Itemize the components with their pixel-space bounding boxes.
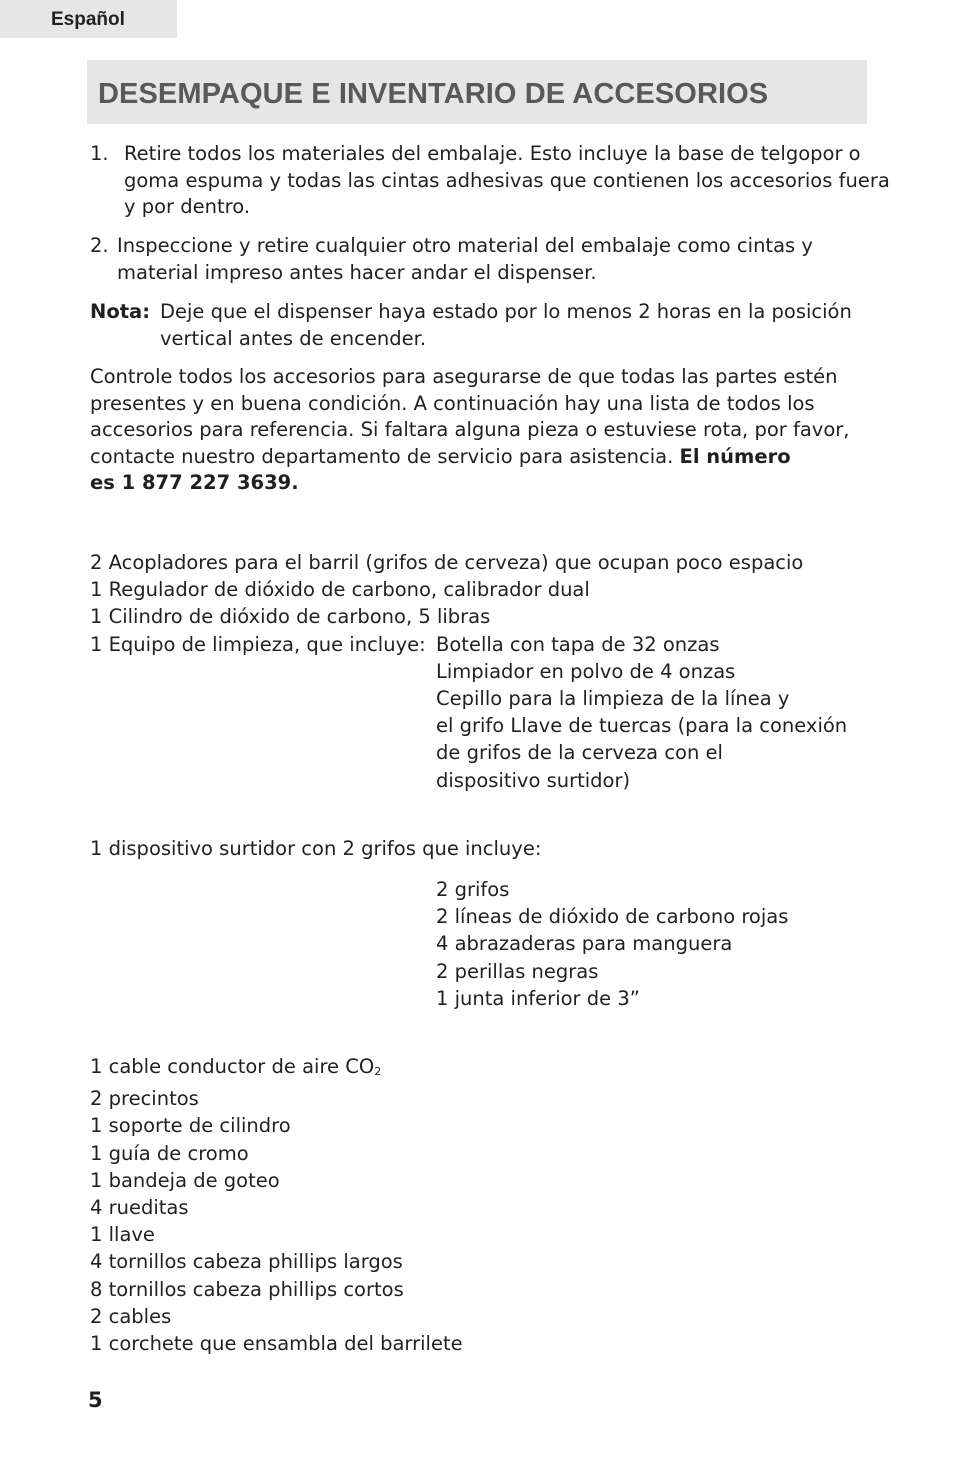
dispenser-label: 1 dispositivo surtidor con 2 grifos que incluye: [90, 837, 542, 860]
list-item: 2 precintos [90, 1087, 199, 1111]
accessory-list-3 [90, 1053, 463, 1357]
intro-line-1: Controle todos los accesorios para asegurarse de que todas las partes estén [90, 365, 838, 388]
step-1-line-1: Retire todos los materiales del embalaje. Esto incluye la base de telgopor o [124, 142, 861, 165]
step-2-line-2: material impreso antes hacer andar el dispenser. [117, 260, 597, 284]
list-item: 1 bandeja de goteo [90, 1168, 280, 1192]
note-line-2: vertical antes de encender. [160, 326, 427, 350]
list-item: 2 perillas negras [436, 959, 599, 983]
page-number: 5 [88, 1388, 103, 1412]
list-item: 4 rueditas [90, 1196, 189, 1220]
list-item: Cepillo para la limpieza de la línea y [436, 687, 790, 710]
list-item: 2 grifos [436, 878, 510, 901]
list-item: 1 junta inferior de 3” [436, 986, 640, 1010]
list-item: 2 Acopladores para el barril (grifos de cerveza) que ocupan poco espacio [90, 551, 804, 574]
dispenser-items [436, 876, 788, 1012]
step-1-number: 1. [90, 142, 109, 165]
step-2-line-1: Inspeccione y retire cualquier otro material del embalaje como cintas y [117, 234, 813, 257]
language-tab-label: Español [51, 9, 125, 30]
list-item: dispositivo surtidor) [436, 768, 631, 792]
co2-subscript: 2 [374, 1065, 382, 1078]
list-item: Botella con tapa de 32 onzas [436, 632, 720, 656]
intro-line-2: presentes y en buena condición. A continuación hay una lista de todos los [90, 391, 815, 415]
phone-number: es 1 877 227 3639. [90, 471, 299, 494]
cleaning-kit-label: 1 Equipo de limpieza, que incluye: [90, 632, 426, 656]
intro-line-4 [90, 444, 791, 471]
list-item: 4 tornillos cabeza phillips largos [90, 1250, 403, 1274]
intro-line-4-text: contacte nuestro departamento de servicio para asistencia. [90, 444, 674, 468]
cleaning-kit-items [436, 631, 847, 794]
list-item: 2 líneas de dióxido de carbono rojas [436, 905, 789, 929]
list-item: Limpiador en polvo de 4 onzas [436, 659, 736, 683]
step-2-number: 2. [90, 234, 109, 257]
list-item: 4 abrazaderas para manguera [436, 932, 733, 956]
list-item: 1 corchete que ensambla del barrilete [90, 1332, 463, 1356]
phone-label: El número [679, 444, 791, 468]
language-tab [0, 0, 177, 38]
intro-line-3: accesorios para referencia. Si faltara alguna pieza o estuviese rota, por favor, [90, 418, 850, 441]
section-banner [87, 60, 867, 124]
list-item-co2-cable [90, 1053, 463, 1085]
list-item: 1 guía de cromo [90, 1141, 249, 1165]
list-item: 1 Cilindro de dióxido de carbono, 5 libras [90, 605, 491, 629]
list-item: 8 tornillos cabeza phillips cortos [90, 1277, 404, 1301]
list-item: 1 Regulador de dióxido de carbono, calibrador dual [90, 578, 590, 602]
co2-cable-text: 1 cable conductor de aire CO [90, 1055, 375, 1078]
section-title: DESEMPAQUE E INVENTARIO DE ACCESORIOS [98, 78, 769, 110]
list-item: 1 llave [90, 1223, 155, 1247]
step-1-line-3: y por dentro. [124, 195, 251, 218]
step-1-line-2: goma espuma y todas las cintas adhesivas que contienen los accesorios fuera [124, 168, 890, 192]
list-item: de grifos de la cerveza con el [436, 741, 723, 765]
list-item: el grifo Llave de tuercas (para la conexión [436, 714, 848, 738]
note-label: Nota: [90, 300, 150, 323]
list-item: 1 soporte de cilindro [90, 1114, 291, 1138]
list-item: 2 cables [90, 1304, 172, 1328]
note-line-1: Deje que el dispenser haya estado por lo menos 2 horas en la posición [160, 300, 852, 323]
